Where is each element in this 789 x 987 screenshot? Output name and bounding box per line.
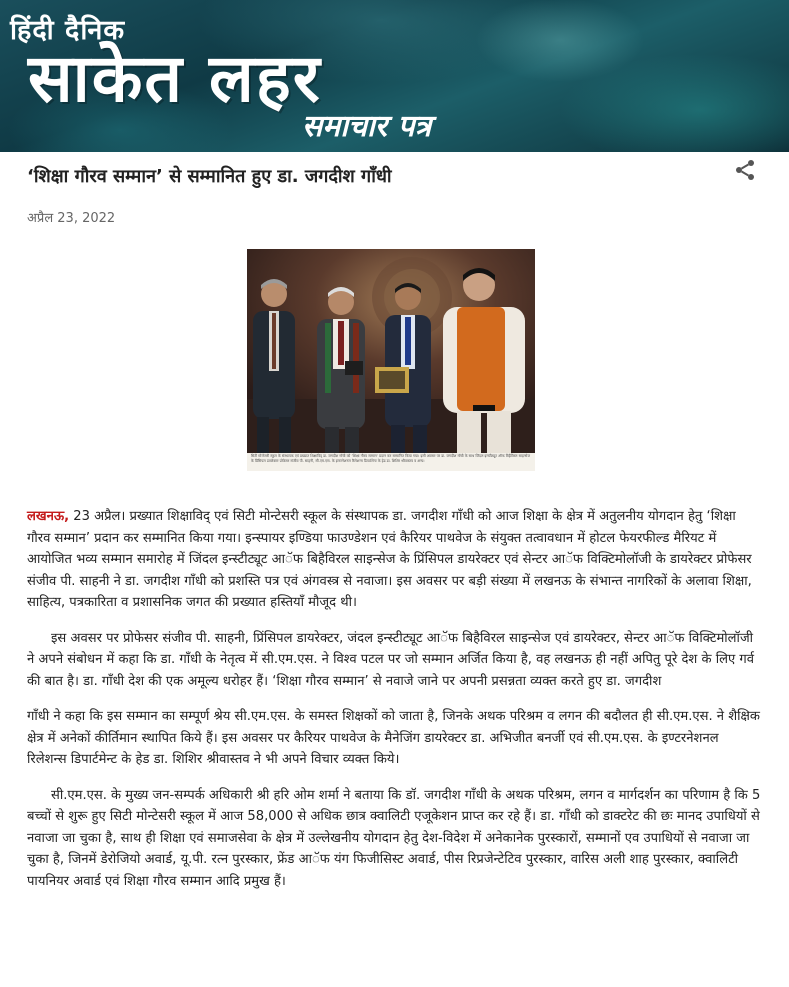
banner-hindi-dainik: हिंदी दैनिक [10,15,126,46]
share-icon [733,158,757,182]
article-paragraph-1 [27,506,762,614]
article-body [27,506,762,904]
photo-caption: सिटी मोन्टेसरी स्कूल के संस्थापक एवं प्रख्यात शिक्षाविद् डा. जगदीश गाँधी को ‘शिक्षा गौरव सम्मान’ प्रदान कर सम्मानित किया गया। इसी अवसर पर डा. जगदीश गाँधी के साथ जिंदल इन्स्टीट्यूट ऑफ बिहैविरल साइन्सेज के प्रिंसिपल डायरेक्टर प्रोफेसर संजीव पी. साहनी, सी.एम.एस. के इन्टरनेशनल रिलेशन्स डिपार्टमेन्ट के हेड डा. शिशिर श्रीवास्तव व अन्य। [247,453,535,471]
article-paragraph-2: इस अवसर पर प्रोफेसर संजीव पी. साहनी, प्रिंसिपल डायरेक्टर, जंदल इन्स्टीट्यूट आॅफ बिहैविरल साइन्सेज एवं डायरेक्टर, सेन्टर आॅफ विक्टिमोलॉजी ने अपने संबोधन में कहा कि डा. गाँधी के नेतृत्व में सी.एम.एस. ने विश्व पटल पर जो सम्मान अर्जित किया है, वह लखनऊ ही नहीं अपितु पूरे देश के लिए गर्व की बात है। डा. गाँधी देश की एक अमूल्य धरोहर हैं। ‘शिक्षा गौरव सम्मान’ से नवाजे जाने पर अपनी प्रसन्नता व्यक्त करते हुए डा. जगदीश [27,630,755,689]
share-button[interactable] [733,158,757,182]
article-paragraph-4: सी.एम.एस. के मुख्य जन-सम्पर्क अधिकारी श्री हरि ओम शर्मा ने बताया कि डॉ. जगदीश गाँधी के अथक परिश्रम, लगन व मार्गदर्शन का परिणाम है कि 5 बच्चों से शुरू हुए सिटी मोन्टेसरी स्कूल में आज 58,000 से अधिक छात्र क्वालिटी एजूकेशन प्राप्त कर रहे हैं। डा. गाँधी को डाक्टरेट की छः मानद उपाधियों से नवाजा जा चुका है, साथ ही शिक्षा एवं समाजसेवा के क्षेत्र में उल्लेखनीय योगदान हेतु देश-विदेश में अनेकानेक पुरस्कारों, सम्मानों एव उपाधियों से नवाजा जा चुका है, जिनमें डेरोजियो अवार्ड, यू.पी. रत्न पुरस्कार, फ्रेंड आॅफ यंग फिजीसिस्ट अवार्ड, पीस रिप्रजेन्टेटिव पुरस्कार, वारिस अली शाह पुरस्कार, क्वालिटी पायनियर अवार्ड एवं शिक्षा गौरव सम्मान आदि प्रमुख हैं। [27,787,761,889]
post-date[interactable]: अप्रैल 23, 2022 [27,211,116,226]
banner-samachar-patra: समाचार पत्र [302,109,432,144]
article-paragraph-3: गाँधी ने कहा कि इस सम्मान का सम्पूर्ण श्रेय सी.एम.एस. के समस्त शिक्षकों को जाता है, जिनके अथक परिश्रम व लगन की बदौलत ही सी.एम.एस. ने शैक्षिक क्षेत्र में अनेकों कीर्तिमान स्थापित किये हैं। इस अवसर पर कैरियर पाथवेज के मैनेजिंग डायरेक्टर डा. अभिजीत बनर्जी एवं सी.एम.एस. के इण्टरनेशनल रिलेशन्स डिपार्टमेन्ट के हेड डा. शिशिर श्रीवास्तव ने भी अपने विचार व्यक्त किये। [27,709,760,767]
award-ceremony-photo [247,249,535,453]
banner-saket-lahar: साकेत लहर [28,40,322,117]
post-title[interactable]: ‘शिक्षा गौरव सम्मान’ से सम्मानित हुए डा. जगदीश गाँधी [27,166,392,187]
post-photo[interactable] [247,249,535,471]
dateline-place: लखनऊ, [27,509,70,524]
article-paragraph-1-text: 23 अप्रैल। प्रख्यात शिक्षाविद् एवं सिटी मोन्टेसरी स्कूल के संस्थापक डा. जगदीश गाँधी को आज शिक्षा के क्षेत्र में अतुलनीय योगदान हेतु ‘शिक्षा गौरव सम्मान’ प्रदान कर सम्मानित किया गया। इन्स्पायर इण्डिया फाउण्डेशन एवं कैरियर पाथवेज के संयुक्त तत्वावधान में होटल फेयरफील्ड मैरियट में आयोजित भव्य सम्मान समारोह में जिंदल इन्स्टीट्यूट आॅफ बिहैविरल साइन्सेज के प्रिंसिपल डायरेक्टर एवं सेन्टर आॅफ विक्टिमोलॉजी के डायरेक्टर प्रोफेसर संजीव पी. साहनी ने डा. जगदीश गाँधी को प्रशस्ति पत्र एवं अंगवस्त्र से नवाजा। इस अवसर पर बड़ी संख्या में लखनऊ के संभान्त नागरिकों के अलावा शिक्षा, साहित्य, पत्रकारिता व प्रशासनिक जगत की प्रख्यात हस्तियाँ मौजूद थी। [27,509,752,610]
site-header-banner[interactable] [0,0,789,152]
